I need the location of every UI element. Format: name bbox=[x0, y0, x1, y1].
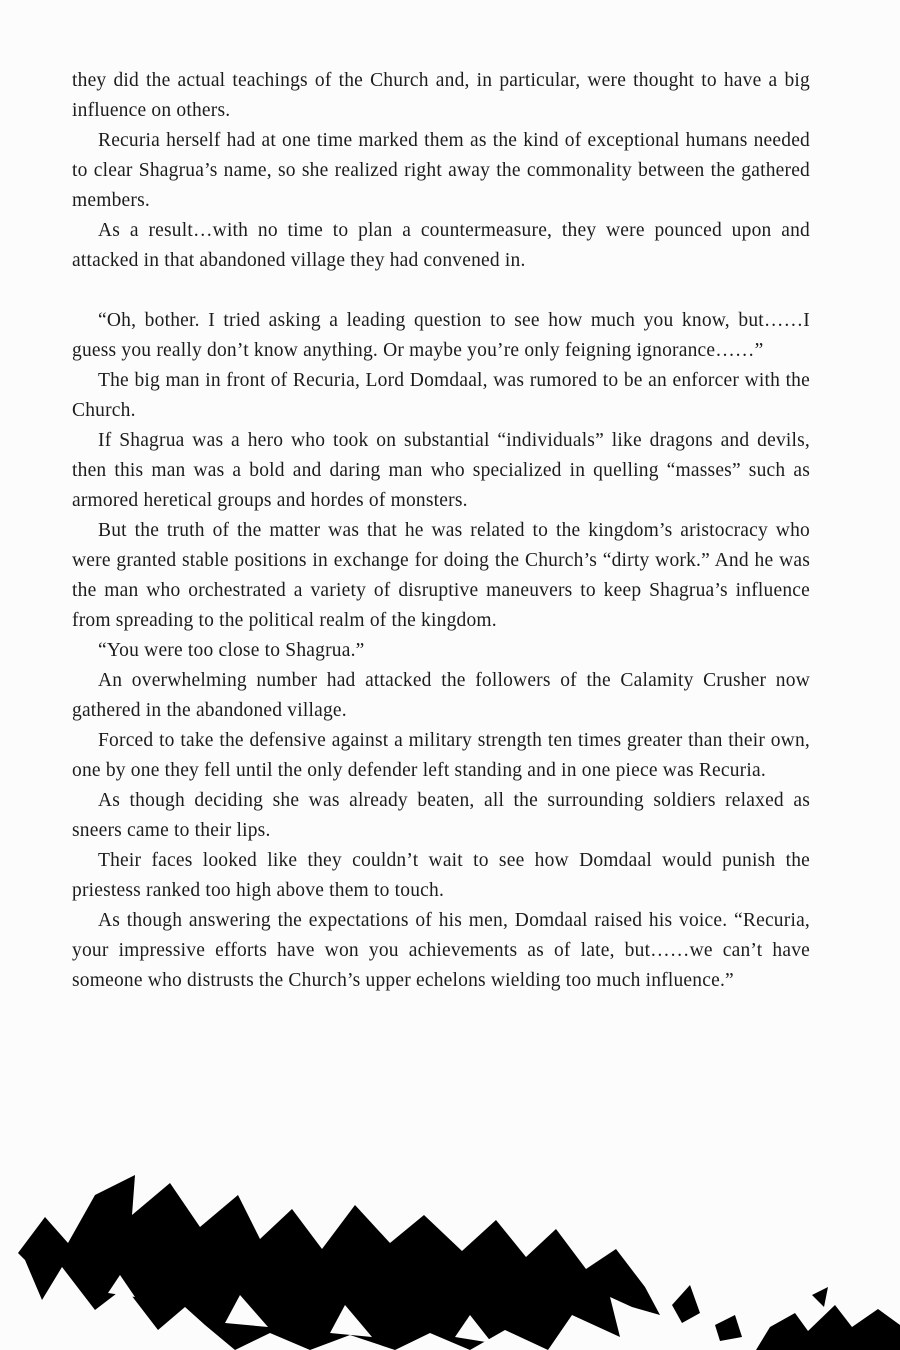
paragraph: But the truth of the matter was that he was related to the kingdom’s aristocracy who were granted stable positions in exchange for doing the Church’s “dirty work.” And he was the man who orchestrated a variety of disruptive maneuvers to keep Shagrua’s influence from spreading to the political realm of the kingdom. bbox=[72, 520, 810, 631]
paragraph: Forced to take the defensive against a military strength ten times greater than their own, one by one they fell until the only defender left standing and in one piece was Recuria. bbox=[72, 730, 810, 781]
paragraph: Recuria herself had at one time marked them as the kind of exceptional humans needed to clear Shagrua’s name, so she realized right away the commonality between the gathered members. bbox=[72, 130, 810, 211]
ink-splatter-graphic bbox=[0, 1165, 900, 1350]
paragraph: As though answering the expectations of his men, Domdaal raised his voice. “Recuria, your impressive efforts have won you achievements as of late, but……we can’t have someone who distrusts the Church’s upper echelons wielding too much influence.” bbox=[72, 910, 810, 991]
paragraph: Their faces looked like they couldn’t wait to see how Domdaal would punish the priestess ranked too high above them to touch. bbox=[72, 850, 810, 901]
paragraph: As a result…with no time to plan a countermeasure, they were pounced upon and attacked in that abandoned village they had convened in. bbox=[72, 220, 810, 271]
paragraph: they did the actual teachings of the Church and, in particular, were thought to have a big influence on others. bbox=[72, 70, 810, 121]
paragraph: “You were too close to Shagrua.” bbox=[98, 640, 365, 661]
paragraph: An overwhelming number had attacked the followers of the Calamity Crusher now gathered in the abandoned village. bbox=[72, 670, 810, 721]
paragraph: “Oh, bother. I tried asking a leading question to see how much you know, but……I guess you really don’t know anything. Or maybe you’re only feigning ignorance……” bbox=[72, 310, 810, 361]
page-text bbox=[72, 66, 810, 996]
paragraph: The big man in front of Recuria, Lord Domdaal, was rumored to be an enforcer with the Church. bbox=[72, 370, 810, 421]
paragraph: If Shagrua was a hero who took on substantial “individuals” like dragons and devils, then this man was a bold and daring man who specialized in quelling “masses” such as armored heretical groups and hordes of monsters. bbox=[72, 430, 810, 511]
paragraph: As though deciding she was already beaten, all the surrounding soldiers relaxed as sneers came to their lips. bbox=[72, 790, 810, 841]
ink-splatter-black bbox=[18, 1175, 900, 1350]
